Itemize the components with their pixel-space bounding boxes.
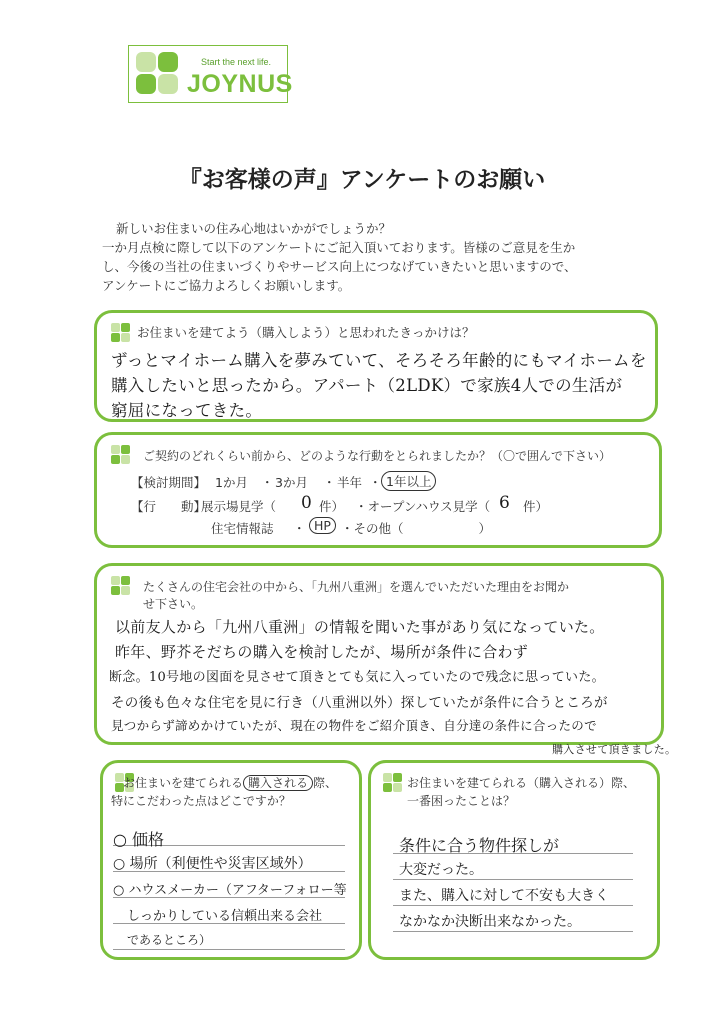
action-label: 【行 動】 bbox=[131, 499, 207, 514]
purchase-option-selected: 購入される bbox=[243, 775, 313, 791]
answer-rule bbox=[393, 931, 633, 932]
handwritten-answer-line: 購入させて頂きました。 bbox=[552, 743, 677, 756]
question-fragment: 際、 bbox=[313, 776, 338, 790]
openhouse-label: ・オープンハウス見学（ bbox=[355, 499, 491, 514]
hp-option-selected: HP bbox=[309, 517, 336, 534]
handwritten-answer-line: ○ 場所（利便性や災害区域外） bbox=[113, 856, 312, 872]
question-text: たくさんの住宅会社の中から、「九州八重洲」を選んでいただいた理由をお聞か bbox=[143, 580, 570, 594]
handwritten-answer-line: 大変だった。 bbox=[399, 862, 483, 878]
openhouse-count: 6 bbox=[499, 493, 510, 513]
handwritten-answer-line: ○ 価格 bbox=[113, 830, 165, 849]
question-text: ご契約のどれくらい前から、どのような行動をとられましたか？（〇で囲んで下さい） bbox=[143, 449, 612, 463]
separator: ・ bbox=[261, 475, 274, 490]
intro-line: 新しいお住まいの住み心地はいかがでしょうか？ bbox=[116, 221, 392, 236]
logo-wordmark: JOYNUS bbox=[187, 70, 293, 98]
intro-line: し、今後の当社の住まいづくりやサービス向上につなげていきたいと思いますので、 bbox=[102, 259, 577, 274]
page-title: 『お客様の声』アンケートのお願い bbox=[178, 167, 546, 193]
logo-tagline: Start the next life. bbox=[201, 57, 272, 67]
handwritten-answer-line: 以前友人から「九州八重洲」の情報を聞いた事があり気になっていた。 bbox=[115, 618, 605, 636]
exhibition-label: 展示場見学（ bbox=[201, 499, 277, 514]
question-card-difficulty bbox=[368, 760, 660, 960]
answer-rule bbox=[393, 905, 633, 906]
question-card-priority bbox=[100, 760, 362, 960]
handwritten-answer-line: しっかりしている信頼出来る会社 bbox=[127, 909, 323, 924]
question-text: お住まいを建てられる（購入される）際、 bbox=[407, 776, 636, 790]
handwritten-answer-line: 見つからず諦めかけていたが、現在の物件をご紹介頂き、自分達の条件に合ったので bbox=[111, 718, 597, 733]
handwritten-answer-line: 昨年、野芥そだちの購入を検討したが、場所が条件に合わず bbox=[115, 643, 529, 661]
handwritten-answer-line: 断念。10号地の図面を見させて頂きとても気に入っていたので残念に思っていた。 bbox=[109, 670, 605, 685]
clover-bullet-icon bbox=[383, 773, 403, 793]
magazine-label: 住宅情報誌 bbox=[211, 521, 274, 536]
other-option: ・その他（ ） bbox=[341, 521, 492, 536]
intro-line: アンケートにご協力よろしくお願いします。 bbox=[102, 278, 351, 293]
period-label: 【検討期間】 bbox=[131, 475, 207, 490]
question-text: 特にこだわった点はどこですか？ bbox=[111, 794, 291, 808]
handwritten-answer-line: 窮屈になってきた。 bbox=[111, 401, 263, 420]
intro-text bbox=[102, 219, 662, 295]
intro-line: 一か月点検に際して以下のアンケートにご記入頂いております。皆様のご意見を生か bbox=[102, 240, 576, 255]
period-option: 半年 bbox=[337, 475, 363, 490]
handwritten-answer-line: であるところ） bbox=[127, 933, 212, 947]
answer-rule bbox=[393, 879, 633, 880]
exhibition-unit: 件） bbox=[319, 499, 345, 514]
period-option-selected: 1年以上 bbox=[381, 471, 436, 491]
separator: ・ bbox=[323, 475, 336, 490]
handwritten-answer-line: その後も色々な住宅を見に行き（八重洲以外）探していたが条件に合うところが bbox=[111, 695, 608, 711]
period-option: 1か月 bbox=[215, 475, 248, 490]
question-text: お住まいを建てよう（購入しよう）と思われたきっかけは？ bbox=[137, 325, 475, 340]
clover-bullet-icon bbox=[111, 445, 131, 465]
separator: ・ bbox=[293, 521, 306, 536]
question-fragment: お住まいを建てられる bbox=[123, 776, 244, 790]
handwritten-answer-line: 条件に合う物件探しが bbox=[399, 836, 560, 855]
company-logo bbox=[128, 45, 293, 103]
handwritten-answer-line: 購入したいと思ったから。アパート（2LDK）で家族4人での生活が bbox=[111, 376, 623, 395]
period-option: 3か月 bbox=[275, 475, 308, 490]
exhibition-count: 0 bbox=[301, 493, 312, 513]
clover-bullet-icon bbox=[111, 323, 131, 343]
question-text bbox=[123, 775, 337, 791]
answer-rule bbox=[113, 949, 345, 950]
question-card-actions bbox=[94, 432, 662, 548]
handwritten-answer-line: ○ ハウスメーカー（アフターフォロー等 bbox=[113, 883, 347, 898]
clover-logo-icon bbox=[135, 51, 181, 97]
separator: ・ bbox=[369, 475, 382, 490]
question-card-motivation bbox=[94, 310, 658, 422]
handwritten-answer-line: また、購入に対して不安も大きく bbox=[399, 888, 609, 904]
question-text: せ下さい。 bbox=[143, 597, 204, 611]
clover-bullet-icon bbox=[111, 576, 131, 596]
openhouse-unit: 件） bbox=[523, 499, 549, 514]
handwritten-answer-line: なかなか決断出来なかった。 bbox=[399, 914, 581, 930]
question-card-reason bbox=[94, 563, 664, 745]
handwritten-answer-line: ずっとマイホーム購入を夢みていて、そろそろ年齢的にもマイホームを bbox=[111, 351, 647, 370]
question-text: 一番困ったことは？ bbox=[407, 794, 516, 808]
